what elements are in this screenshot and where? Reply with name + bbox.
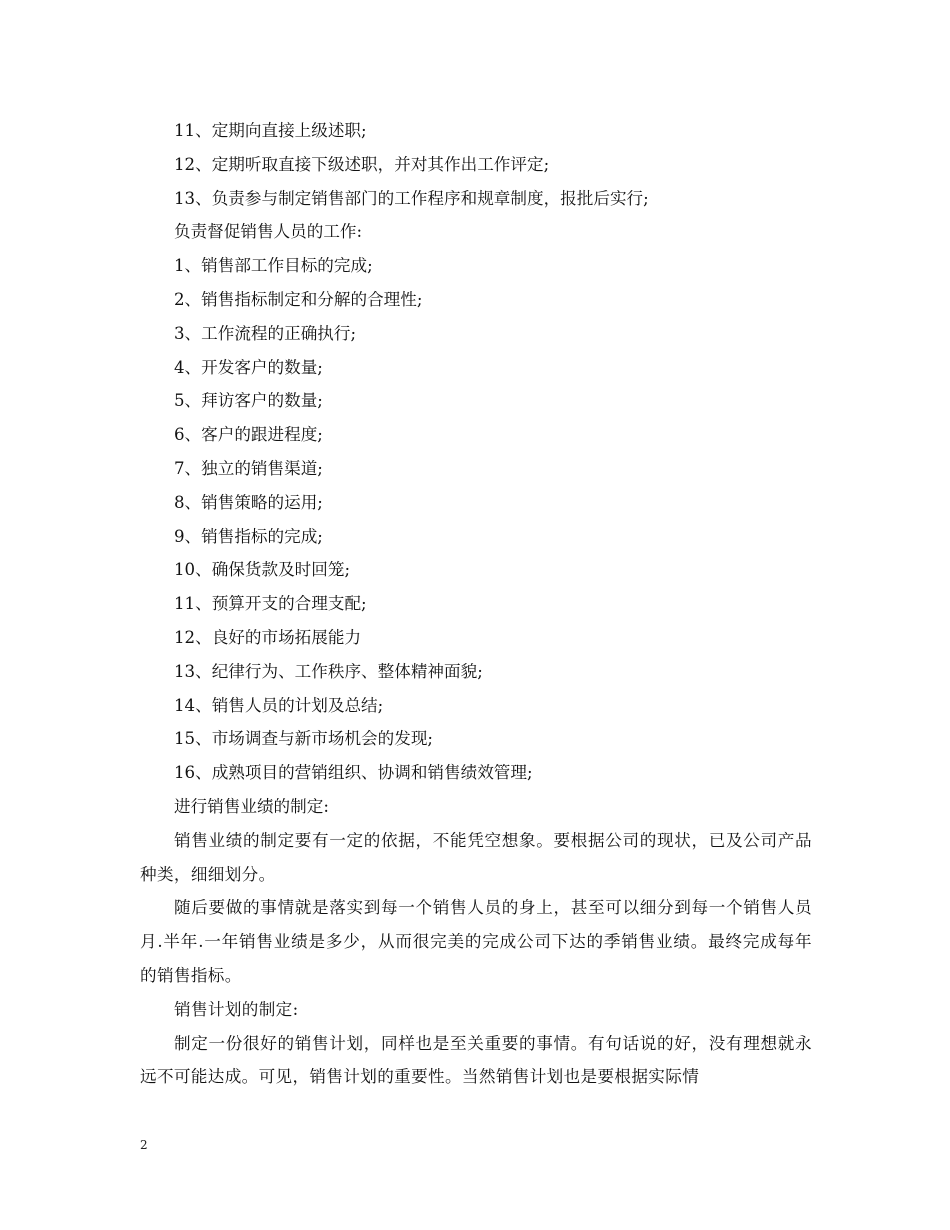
list-item: 3、工作流程的正确执行; (174, 323, 357, 343)
section-heading: 负责督促销售人员的工作: (174, 222, 363, 242)
document-body (140, 114, 812, 1094)
list-item: 16、成熟项目的营销组织、协调和销售绩效管理; (174, 763, 533, 783)
list-item: 11、预算开支的合理支配; (174, 594, 367, 614)
section-heading: 进行销售业绩的制定: (174, 796, 329, 816)
text-line: 13、负责参与制定销售部门的工作程序和规章制度，报批后实行; (174, 188, 649, 208)
paragraph: 销售业绩的制定要有一定的依据，不能凭空想象。要根据公司的现状，已及公司产品种类，细细划分。 (140, 830, 812, 884)
page-number: 2 (140, 1138, 148, 1152)
list-item: 14、销售人员的计划及总结; (174, 695, 384, 715)
list-item: 4、开发客户的数量; (174, 357, 323, 377)
section-heading: 销售计划的制定: (174, 999, 299, 1019)
paragraph: 随后要做的事情就是落实到每一个销售人员的身上，甚至可以细分到每一个销售人员月.半年.一年销售业绩是多少，从而很完美的完成公司下达的季销售业绩。最终完成每年的销售指标。 (140, 898, 812, 985)
list-item: 8、销售策略的运用; (174, 492, 323, 512)
list-item: 15、市场调查与新市场机会的发现; (174, 729, 434, 749)
list-item: 9、销售指标的完成; (174, 526, 323, 546)
list-item: 10、确保货款及时回笼; (174, 560, 351, 580)
list-item: 2、销售指标制定和分解的合理性; (174, 289, 423, 309)
list-item: 5、拜访客户的数量; (174, 391, 323, 411)
list-item: 6、客户的跟进程度; (174, 425, 323, 445)
paragraph: 制定一份很好的销售计划，同样也是至关重要的事情。有句话说的好，没有理想就永远不可能达成。可见，销售计划的重要性。当然销售计划也是要根据实际情 (140, 1033, 812, 1087)
text-line: 11、定期向直接上级述职; (174, 121, 367, 140)
text-line: 12、定期听取直接下级述职，并对其作出工作评定; (174, 154, 550, 174)
list-item: 1、销售部工作目标的完成; (174, 256, 373, 276)
list-item: 12、良好的市场拓展能力 (174, 627, 362, 647)
list-item: 13、纪律行为、工作秩序、整体精神面貌; (174, 661, 483, 681)
list-item: 7、独立的销售渠道; (174, 458, 323, 478)
